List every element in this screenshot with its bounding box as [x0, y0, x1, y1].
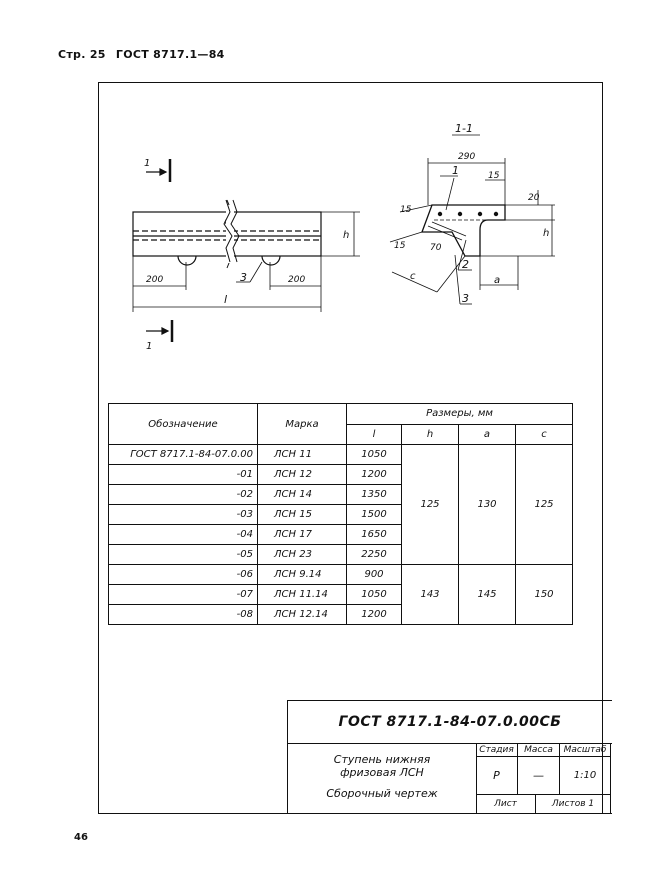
page-label: Стр. 25 [58, 48, 106, 61]
header-l: l [347, 424, 402, 445]
group2-h: 143 [402, 565, 459, 625]
dim-h-left-label: h [343, 230, 350, 241]
sheets-label: Листов 1 [536, 795, 611, 813]
document-name [288, 743, 477, 813]
dim-c-label: c [410, 271, 416, 282]
stage-value: Р [476, 757, 518, 795]
header-a: a [459, 424, 516, 445]
name-line-3: Сборочный чертеж [326, 787, 438, 800]
title-block [287, 700, 612, 814]
section-arrowhead-bottom [162, 328, 168, 334]
dim-290-label: 290 [458, 152, 476, 162]
name-line-1: Ступень нижняя [333, 753, 431, 766]
mass-value: — [518, 757, 560, 795]
name-line-2: фризовая ЛСН [340, 766, 424, 779]
dim-70-label: 70 [430, 243, 442, 253]
group2-c: 150 [516, 565, 573, 625]
dim-l-label: l [224, 293, 228, 306]
table-row: -04 ЛСН 17 1650 [109, 525, 573, 545]
lifting-loop-left [178, 256, 196, 265]
section-marker-top: 1 [144, 158, 151, 169]
callout-3-left: 3 [240, 271, 247, 284]
table-row: -01 ЛСН 12 1200 [109, 465, 573, 485]
table-row: -07 ЛСН 11.14 1050 [109, 585, 573, 605]
dim-20-label: 20 [528, 193, 540, 203]
section-arrowhead-top [160, 169, 166, 175]
dim-h-right-label: h [543, 228, 550, 239]
scale-label: Масштаб [560, 743, 611, 757]
dim-15-a-label: 15 [400, 205, 412, 215]
table-row: ГОСТ 8717.1-84-07.0.00 ЛСН 11 1050 125 130 125 [109, 445, 573, 465]
dim-200-right-label: 200 [288, 275, 306, 285]
group2-a: 145 [459, 565, 516, 625]
header-gost: ГОСТ 8717.1—84 [115, 48, 225, 61]
callout-1: 1 [452, 164, 459, 177]
lifting-loop-right [262, 256, 280, 265]
header-c: c [516, 424, 573, 445]
header-h: h [402, 424, 459, 445]
callout-3-right: 3 [462, 292, 469, 305]
callout-2: 2 [462, 258, 469, 271]
table-row: -05 ЛСН 23 2250 [109, 545, 573, 565]
mass-label: Масса [518, 743, 560, 757]
group1-a: 130 [459, 445, 516, 565]
table-row: -08 ЛСН 12.14 1200 [109, 605, 573, 625]
table-row: -03 ЛСН 15 1500 [109, 505, 573, 525]
section-title: 1-1 [455, 122, 473, 135]
table-row: -06 ЛСН 9.14 900 143 145 150 [109, 565, 573, 585]
scale-value: 1:10 [560, 757, 611, 795]
header-designation: Обозначение [109, 404, 258, 445]
group1-h: 125 [402, 445, 459, 565]
page-number: 46 [74, 832, 88, 843]
dim-200-left-label: 200 [146, 275, 164, 285]
dim-15-b-label: 15 [394, 241, 406, 251]
table-row: -02 ЛСН 14 1350 [109, 485, 573, 505]
sheet-label: Лист [476, 795, 536, 813]
dim-a-label: a [494, 275, 501, 286]
header-mark: Марка [258, 404, 347, 445]
document-code: ГОСТ 8717.1-84-07.0.00СБ [288, 701, 612, 744]
stage-label: Стадия [476, 743, 518, 757]
group1-c: 125 [516, 445, 573, 565]
section-marker-bottom: 1 [146, 341, 153, 352]
spec-table [108, 403, 573, 625]
dim-15-top-label: 15 [488, 171, 500, 181]
header-sizes: Размеры, мм [347, 404, 573, 425]
